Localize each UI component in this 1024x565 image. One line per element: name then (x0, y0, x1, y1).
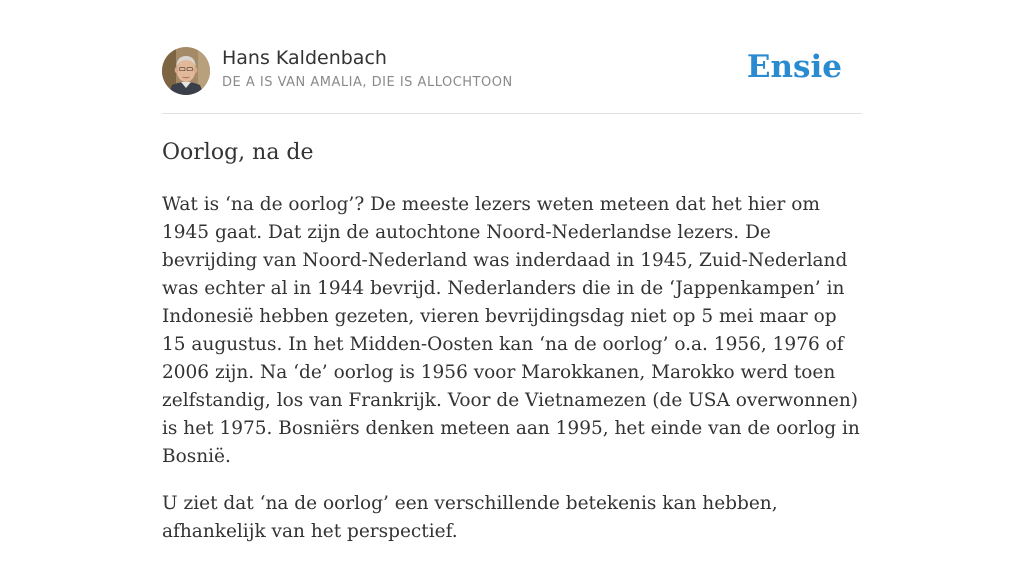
article-paragraph: Wat is ‘na de oorlog’? De meeste lezers weten meteen dat het hier om 1945 gaat. Dat zijn de autochtone Noord-Nederlandse lezers. De bevrijding van Noord-Nederland was inderdaad in 1945, Zuid-Nederland was echter al in 1944 bevrijd. Nederlanders die in de ‘Jappenkampen’ in Indonesië hebben gezeten, vieren bevrijdingsdag niet op 5 mei maar op 15 augustus. In het Midden-Oosten kan ‘na de oorlog’ o.a. 1956, 1976 of 2006 zijn. Na ‘de’ oorlog is 1956 voor Marokkanen, Marokko werd toen zelfstandig, los van Frankrijk. Voor de Vietnamezen (de USA overwonnen) is het 1975. Bosniërs denken meteen aan 1995, het einde van de oorlog in Bosnië. (162, 194, 860, 467)
article-paragraph: U ziet dat ‘na de oorlog’ een verschillende betekenis kan hebben, afhankelijk van het perspectief. (162, 493, 778, 542)
author-avatar[interactable] (162, 47, 210, 95)
author-tagline: DE A IS VAN AMALIA, DIE IS ALLOCHTOON (222, 75, 513, 90)
author-header (162, 46, 862, 96)
article-body (162, 191, 862, 565)
article-title: Oorlog, na de (162, 140, 314, 165)
header-divider (162, 113, 862, 114)
author-name[interactable]: Hans Kaldenbach (222, 47, 387, 69)
ensie-logo[interactable]: Ensie (746, 49, 842, 85)
